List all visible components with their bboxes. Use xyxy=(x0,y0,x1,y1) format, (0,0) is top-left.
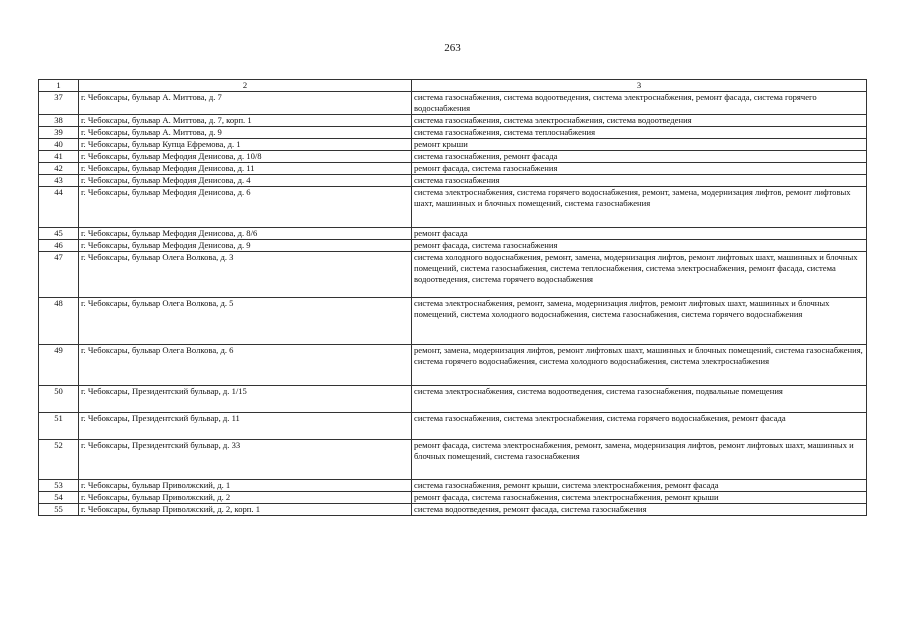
row-address: г. Чебоксары, бульвар А. Миттова, д. 7, корп. 1 xyxy=(79,115,412,127)
row-address: г. Чебоксары, бульвар Мефодия Денисова, д. 11 xyxy=(79,163,412,175)
row-number: 46 xyxy=(39,240,79,252)
row-address: г. Чебоксары, бульвар Приволжский, д. 2, корп. 1 xyxy=(79,504,412,516)
row-number: 48 xyxy=(39,298,79,345)
table-row xyxy=(39,151,867,163)
table-row xyxy=(39,127,867,139)
row-address: г. Чебоксары, бульвар Купца Ефремова, д. 1 xyxy=(79,139,412,151)
row-works: ремонт фасада, система газоснабжения, система электроснабжения, ремонт крыши xyxy=(412,492,867,504)
row-works: система газоснабжения, ремонт фасада xyxy=(412,151,867,163)
row-number: 55 xyxy=(39,504,79,516)
row-works: ремонт фасада, система электроснабжения, ремонт, замена, модернизация лифтов, ремонт лифтовых шахт, машинных и блочных помещений, система газоснабжения xyxy=(412,440,867,480)
row-number: 47 xyxy=(39,252,79,298)
column-header-1: 1 xyxy=(39,80,79,92)
row-address: г. Чебоксары, бульвар Олега Волкова, д. 5 xyxy=(79,298,412,345)
table-row xyxy=(39,386,867,413)
row-works: система газоснабжения, система электроснабжения, система водоотведения xyxy=(412,115,867,127)
row-number: 52 xyxy=(39,440,79,480)
row-works: система газоснабжения xyxy=(412,175,867,187)
works-table xyxy=(38,79,867,516)
row-works: система электроснабжения, ремонт, замена, модернизация лифтов, ремонт лифтовых шахт, машинных и блочных помещений, система холодного водоснабжения, система газоснабжения, система горячего водоснабжения xyxy=(412,298,867,345)
row-address: г. Чебоксары, бульвар Олега Волкова, д. 6 xyxy=(79,345,412,386)
row-address: г. Чебоксары, бульвар Мефодия Денисова, д. 10/8 xyxy=(79,151,412,163)
table-row xyxy=(39,480,867,492)
row-works: система электроснабжения, система горячего водоснабжения, ремонт, замена, модернизация лифтов, ремонт лифтовых шахт, машинных и блочных помещений, система газоснабжения xyxy=(412,187,867,228)
table-row xyxy=(39,92,867,115)
row-number: 53 xyxy=(39,480,79,492)
row-number: 51 xyxy=(39,413,79,440)
row-number: 42 xyxy=(39,163,79,175)
row-address: г. Чебоксары, Президентский бульвар, д. 11 xyxy=(79,413,412,440)
row-address: г. Чебоксары, бульвар А. Миттова, д. 7 xyxy=(79,92,412,115)
table-row xyxy=(39,252,867,298)
row-address: г. Чебоксары, бульвар Мефодия Денисова, д. 9 xyxy=(79,240,412,252)
row-works: ремонт крыши xyxy=(412,139,867,151)
row-number: 43 xyxy=(39,175,79,187)
column-header-3: 3 xyxy=(412,80,867,92)
row-address: г. Чебоксары, Президентский бульвар, д. 1/15 xyxy=(79,386,412,413)
table-row xyxy=(39,413,867,440)
row-address: г. Чебоксары, бульвар Мефодия Денисова, д. 4 xyxy=(79,175,412,187)
row-address: г. Чебоксары, бульвар Приволжский, д. 1 xyxy=(79,480,412,492)
row-works: система водоотведения, ремонт фасада, система газоснабжения xyxy=(412,504,867,516)
page-number: 263 xyxy=(444,42,461,54)
row-works: ремонт фасада xyxy=(412,228,867,240)
row-address: г. Чебоксары, бульвар Олега Волкова, д. 3 xyxy=(79,252,412,298)
table-row xyxy=(39,298,867,345)
table-row xyxy=(39,228,867,240)
table-row xyxy=(39,440,867,480)
row-address: г. Чебоксары, бульвар А. Миттова, д. 9 xyxy=(79,127,412,139)
row-address: г. Чебоксары, Президентский бульвар, д. 33 xyxy=(79,440,412,480)
row-number: 38 xyxy=(39,115,79,127)
table-header-row xyxy=(39,80,867,92)
row-works: ремонт, замена, модернизация лифтов, ремонт лифтовых шахт, машинных и блочных помещений, система газоснабжения, система горячего водоснабжения, система холодного водоснабжения, система электроснабжения xyxy=(412,345,867,386)
row-works: система газоснабжения, система теплоснабжения xyxy=(412,127,867,139)
row-number: 39 xyxy=(39,127,79,139)
row-number: 50 xyxy=(39,386,79,413)
table-row xyxy=(39,187,867,228)
row-works: система газоснабжения, система электроснабжения, система горячего водоснабжения, ремонт фасада xyxy=(412,413,867,440)
row-number: 37 xyxy=(39,92,79,115)
row-number: 41 xyxy=(39,151,79,163)
table-row xyxy=(39,345,867,386)
table-row xyxy=(39,504,867,516)
row-works: система газоснабжения, ремонт крыши, система электроснабжения, ремонт фасада xyxy=(412,480,867,492)
row-address: г. Чебоксары, бульвар Мефодия Денисова, д. 8/6 xyxy=(79,228,412,240)
row-number: 44 xyxy=(39,187,79,228)
table-row xyxy=(39,139,867,151)
table-row xyxy=(39,492,867,504)
row-number: 54 xyxy=(39,492,79,504)
row-address: г. Чебоксары, бульвар Мефодия Денисова, д. 6 xyxy=(79,187,412,228)
table-row xyxy=(39,175,867,187)
table-row xyxy=(39,240,867,252)
row-works: система электроснабжения, система водоотведения, система газоснабжения, подвальные помещения xyxy=(412,386,867,413)
table-row xyxy=(39,115,867,127)
row-works: система холодного водоснабжения, ремонт, замена, модернизация лифтов, ремонт лифтовых шахт, машинных и блочных помещений, система газоснабжения, система теплоснабжения, система электроснабжения, ремонт фасада, система водоотведения, система горячего водоснабжения xyxy=(412,252,867,298)
row-works: ремонт фасада, система газоснабжения xyxy=(412,163,867,175)
table-row xyxy=(39,163,867,175)
row-number: 45 xyxy=(39,228,79,240)
row-number: 49 xyxy=(39,345,79,386)
column-header-2: 2 xyxy=(79,80,412,92)
row-number: 40 xyxy=(39,139,79,151)
row-address: г. Чебоксары, бульвар Приволжский, д. 2 xyxy=(79,492,412,504)
row-works: ремонт фасада, система газоснабжения xyxy=(412,240,867,252)
row-works: система газоснабжения, система водоотведения, система электроснабжения, ремонт фасада, система горячего водоснабжения xyxy=(412,92,867,115)
